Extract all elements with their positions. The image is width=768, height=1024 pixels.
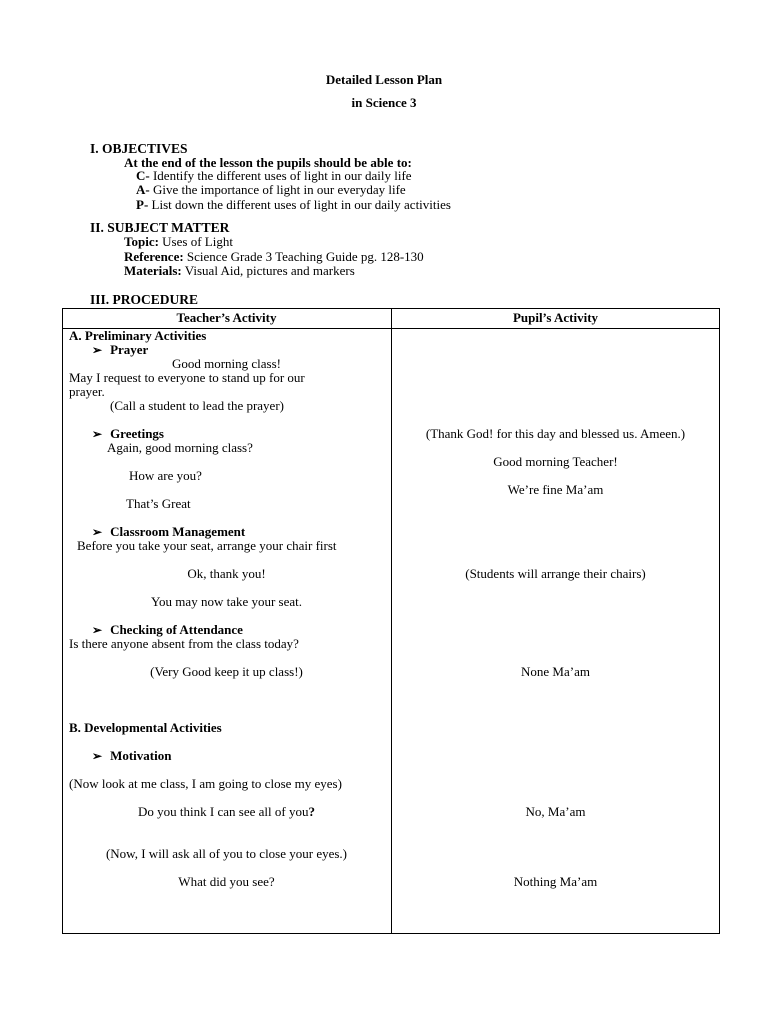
teacher-text: What did you see?	[178, 874, 275, 889]
teacher-text: How are you?	[129, 468, 202, 483]
subheading-label: Checking of Attendance	[110, 622, 243, 637]
materials-value: Visual Aid, pictures and markers	[181, 263, 355, 278]
pupil-response: No, Ma’am	[525, 804, 586, 819]
topic-value: Uses of Light	[158, 234, 233, 249]
objective-text: Identify the different uses of light in our daily life	[149, 168, 412, 183]
objective-psychomotor	[136, 198, 451, 212]
arrow-bullet-icon: ➢	[92, 525, 103, 539]
document-title: Detailed Lesson Plan	[325, 72, 443, 87]
teacher-text: (Call a student to lead the prayer)	[110, 398, 284, 413]
arrow-bullet-icon: ➢	[92, 427, 103, 441]
subheading-label: Greetings	[110, 426, 164, 441]
motivation-subheading	[92, 749, 171, 763]
pupil-response: Nothing Ma’am	[513, 874, 598, 889]
section-preliminary-activities: A. Preliminary Activities	[69, 328, 207, 343]
materials-label: Materials:	[124, 263, 182, 278]
objective-tag: A-	[136, 182, 150, 197]
attendance-subheading	[92, 623, 243, 637]
document-subtitle: in Science 3	[351, 95, 417, 110]
pupil-response: (Thank God! for this day and blessed us. Ameen.)	[425, 426, 686, 441]
pupil-response: None Ma’am	[521, 664, 590, 679]
objectives-intro: At the end of the lesson the pupils should be able to:	[124, 155, 412, 170]
teacher-text: (Now look at me class, I am going to close my eyes)	[69, 776, 342, 791]
topic-label: Topic:	[124, 234, 159, 249]
subheading-label: Prayer	[110, 342, 149, 357]
teacher-text: (Now, I will ask all of you to close your eyes.)	[105, 846, 348, 861]
subject-matter-heading: II. SUBJECT MATTER	[90, 220, 230, 235]
teacher-text: May I request to everyone to stand up for our	[69, 370, 305, 385]
subheading-label: Classroom Management	[110, 524, 246, 539]
reference-label: Reference:	[124, 249, 184, 264]
reference-value: Science Grade 3 Teaching Guide pg. 128-130	[183, 249, 424, 264]
arrow-bullet-icon: ➢	[92, 749, 103, 763]
question-mark: ?	[308, 804, 315, 819]
pupil-activity-header: Pupil’s Activity	[512, 310, 599, 325]
pupil-response: We’re fine Ma’am	[507, 482, 604, 497]
teacher-text: Is there anyone absent from the class today?	[69, 636, 299, 651]
objectives-heading: I. OBJECTIVES	[90, 141, 188, 156]
pupil-response: Good morning Teacher!	[493, 454, 618, 469]
reference-line	[124, 250, 424, 264]
subheading-label: Motivation	[110, 748, 172, 763]
objective-text: List down the different uses of light in our daily activities	[148, 197, 451, 212]
teacher-text: Again, good morning class?	[107, 440, 253, 455]
section-developmental-activities: B. Developmental Activities	[69, 720, 222, 735]
prayer-subheading	[92, 343, 148, 357]
teacher-text: Good morning class!	[171, 356, 282, 371]
teacher-activity-header: Teacher’s Activity	[176, 310, 277, 325]
teacher-text: Do you think I can see all of you	[138, 804, 309, 819]
teacher-text: That’s Great	[126, 496, 191, 511]
classroom-management-subheading	[92, 525, 245, 539]
objective-tag: P-	[136, 197, 149, 212]
teacher-question	[62, 805, 391, 819]
teacher-text: Before you take your seat, arrange your chair first	[77, 538, 337, 553]
teacher-text: (Very Good keep it up class!)	[150, 664, 303, 679]
arrow-bullet-icon: ➢	[92, 623, 103, 637]
procedure-heading: III. PROCEDURE	[90, 292, 199, 307]
objective-cognitive	[136, 169, 412, 183]
teacher-text: You may now take your seat.	[150, 594, 303, 609]
arrow-bullet-icon: ➢	[92, 343, 103, 357]
greetings-subheading	[92, 427, 164, 441]
objective-affective	[136, 183, 406, 197]
teacher-text: prayer.	[69, 384, 105, 399]
materials-line	[124, 264, 355, 278]
objective-text: Give the importance of light in our everyday life	[149, 182, 406, 197]
objective-tag: C-	[136, 168, 150, 183]
topic-line	[124, 235, 233, 249]
teacher-text: Ok, thank you!	[187, 566, 266, 581]
pupil-response: (Students will arrange their chairs)	[465, 566, 646, 581]
table-column-divider	[391, 308, 392, 934]
